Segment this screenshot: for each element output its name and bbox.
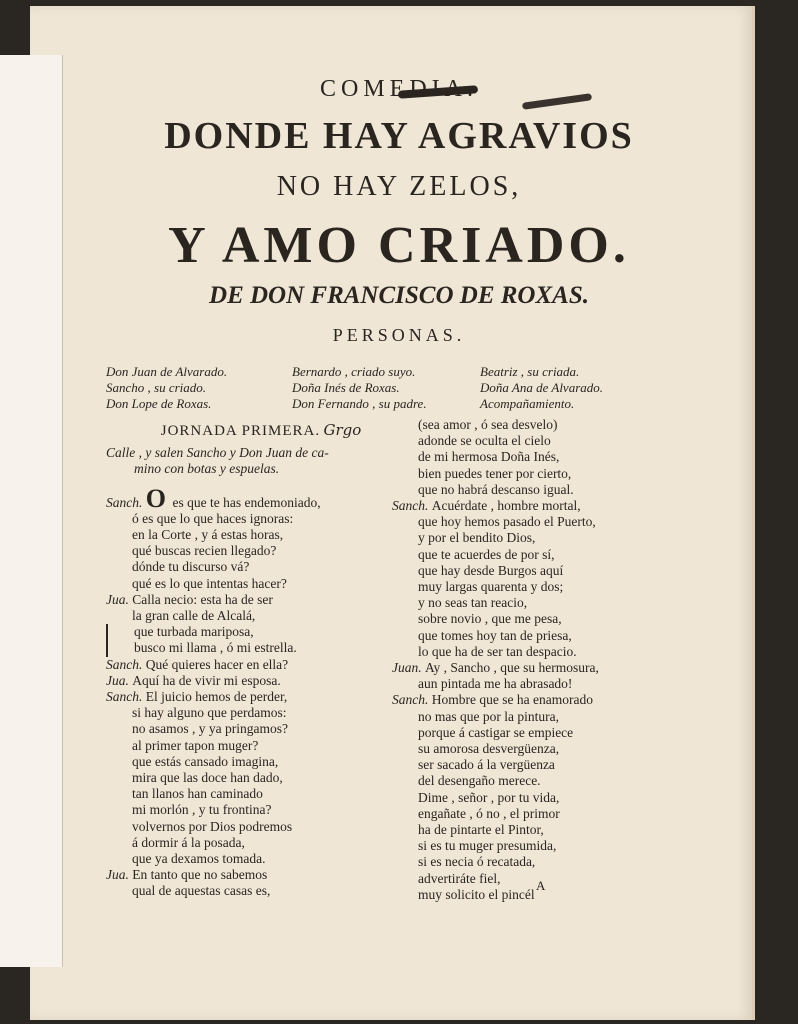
verse-line [106, 835, 386, 851]
verse-line [392, 692, 692, 708]
verse-text: mi morlón , y tu frontina? [132, 802, 272, 818]
verse-text: su amorosa desvergüenza, [418, 741, 560, 757]
verse-text: Aquí ha de vivir mi esposa. [132, 672, 281, 688]
verse-line [392, 628, 692, 644]
verse-text: que ya dexamos tomada. [132, 851, 266, 867]
verse-line [392, 417, 692, 433]
stage-direction: mino con botas y espuelas. [134, 461, 280, 477]
verse-text: Qué quieres hacer en ella? [145, 656, 289, 672]
verse-text: de mi hermosa Doña Inés, [418, 449, 560, 465]
verse-line [106, 819, 386, 835]
verse-text: Hombre que se ha enamorado [431, 692, 593, 708]
verse-text: bien puedes tener por cierto, [418, 465, 572, 481]
verse-line [106, 640, 386, 656]
verse-line [106, 786, 386, 802]
verse-line [106, 543, 386, 559]
verse-text: ha de pintarte el Pintor, [418, 822, 544, 838]
verse-text: aun pintada me ha abrasado! [418, 676, 573, 692]
cast-entry: Beatriz , su criada. [480, 364, 580, 379]
verse-text: al primer tapon muger? [132, 737, 259, 753]
title-line-3: Y AMO CRIADO. [168, 217, 630, 274]
speaker-label: Sanch. [106, 689, 146, 705]
speaker-label: Sanch. [392, 692, 432, 708]
verse-text: y por el bendito Dios, [418, 530, 536, 546]
verse-line [106, 559, 386, 575]
verse-line [392, 514, 692, 530]
verse-text: que turbada mariposa, [134, 624, 254, 640]
verse-line [106, 608, 386, 624]
verse-text: busco mi llama , ó mi estrella. [134, 640, 297, 656]
title-line-2: NO HAY ZELOS, [276, 171, 522, 202]
speaker-label: Juan. [392, 660, 425, 676]
verse-text: que no habrá descanso igual. [418, 481, 574, 497]
verse-line [392, 709, 692, 725]
cast-entry: Doña Inés de Roxas. [292, 380, 400, 395]
verse-line [392, 466, 692, 482]
verse-text: advertiráte fiel, [418, 870, 501, 886]
verse-line [392, 644, 692, 660]
verse-line [392, 433, 692, 449]
cast-entry: Don Juan de Alvarado. [106, 364, 228, 379]
cast-entry: Doña Ana de Alvarado. [480, 380, 604, 395]
verse-text: El juicio hemos de perder, [145, 689, 288, 705]
verse-line [392, 595, 692, 611]
verse-text: qual de aquestas casas es, [132, 883, 271, 899]
handwritten-note: Grgo [323, 421, 362, 439]
verse-line [392, 838, 692, 854]
text-column-left [106, 422, 386, 900]
verse-line [106, 689, 386, 705]
verse-line [106, 511, 386, 527]
verse-line [392, 498, 692, 514]
verse-line [392, 676, 692, 692]
verse-text: que hoy hemos pasado el Puerto, [418, 514, 596, 530]
verse-line [106, 851, 386, 867]
verse-line [106, 527, 386, 543]
verse-text: porque á castigar se empiece [418, 724, 574, 740]
verse-line [106, 673, 386, 689]
cast-entry: Sancho , su criado. [106, 380, 207, 395]
verse-text: no mas que por la pintura, [418, 708, 559, 724]
catchword: A [536, 878, 546, 893]
speaker-label: Sanch. [106, 494, 146, 510]
cast-entry: Don Lope de Roxas. [106, 396, 212, 411]
verse-text: lo que ha de ser tan despacio. [418, 643, 577, 659]
cast-column-1 [106, 364, 227, 412]
verse-text: si hay alguno que perdamos: [132, 705, 287, 721]
verse-text: adonde se oculta el cielo [418, 433, 551, 449]
verse-text: si es necia ó recatada, [418, 854, 536, 870]
verse-text: muy largas quarenta y dos; [418, 579, 564, 595]
cast-column-2 [292, 364, 427, 412]
text-column-right [392, 417, 692, 903]
verse-text: volvernos por Dios podremos [132, 818, 293, 834]
verse-text: del desengaño merece. [418, 773, 541, 789]
verse-line [106, 705, 386, 721]
initial-letter: O [145, 483, 173, 513]
title-line-1: DONDE HAY AGRAVIOS [164, 115, 634, 157]
verse-line [392, 611, 692, 627]
speaker-label: Jua. [106, 591, 133, 607]
verse-text: á dormir á la posada, [132, 834, 245, 850]
cast-entry: Don Fernando , su padre. [292, 396, 427, 411]
verse-text: no asamos , y ya pringamos? [132, 721, 288, 737]
verse-text: muy solicito el pincél [418, 886, 535, 902]
speaker-label: Jua. [106, 867, 133, 883]
verse-line [392, 822, 692, 838]
verse-line [392, 773, 692, 789]
verse-line [392, 530, 692, 546]
verse-text: qué es lo que intentas hacer? [132, 575, 287, 591]
verse-text: mira que las doce han dado, [132, 770, 283, 786]
jornada-heading [106, 422, 386, 439]
verse-line [392, 449, 692, 465]
verse-text: (sea amor , ó sea desvelo) [418, 417, 558, 432]
jornada-label: JORNADA PRIMERA. [160, 423, 321, 439]
verse-text: la gran calle de Alcalá, [132, 608, 256, 624]
personas-heading: PERSONAS. [332, 325, 466, 345]
speaker-label: Jua. [106, 672, 133, 688]
verse-line [392, 806, 692, 822]
verse-text: que te acuerdes de por sí, [418, 546, 555, 562]
verse-line [106, 592, 386, 608]
verse-line [106, 576, 386, 592]
verse-text: ó es que lo que haces ignoras: [132, 510, 294, 526]
verse-line [106, 738, 386, 754]
verse-line [392, 482, 692, 498]
verse-line [392, 725, 692, 741]
verse-line [106, 802, 386, 818]
speaker-label: Sanch. [106, 656, 146, 672]
verse-line [106, 624, 386, 640]
verse-line [106, 657, 386, 673]
verse-line [106, 721, 386, 737]
verse-line [392, 579, 692, 595]
verse-text: que estás cansado imagina, [132, 753, 279, 769]
verse-line [392, 854, 692, 870]
author-line: DE DON FRANCISCO DE ROXAS. [209, 282, 589, 309]
verse-line [392, 790, 692, 806]
verse-line [106, 483, 386, 513]
verse-text: sobre novio , que me pesa, [418, 611, 562, 627]
verse-text: es que te has endemoniado, [172, 494, 321, 510]
verse-text: dónde tu discurso vá? [132, 559, 250, 575]
cast-entry: Acompañamiento. [480, 396, 575, 411]
verse-text: Dime , señor , por tu vida, [418, 789, 560, 805]
verse-text: Calla necio: esta ha de ser [132, 591, 273, 607]
verse-text: qué buscas recien llegado? [132, 543, 277, 559]
verse-text: si es tu muger presumida, [418, 838, 557, 854]
verse-line [392, 757, 692, 773]
verse-text: que tomes hoy tan de priesa, [418, 627, 572, 643]
verse-line [392, 547, 692, 563]
verse-text: tan llanos han caminado [132, 786, 263, 802]
verse-text: Acuérdate , hombre mortal, [431, 498, 581, 514]
verse-line [392, 563, 692, 579]
speaker-label: Sanch. [392, 498, 432, 514]
stage-direction: Calle , y salen Sancho y Don Juan de ca- [106, 445, 329, 461]
title-comedia: COMEDIA. [320, 76, 478, 102]
verse-text: En tanto que no sabemos [132, 867, 268, 883]
verse-lines-right [392, 417, 692, 903]
verse-text: en la Corte , y á estas horas, [132, 527, 284, 543]
verse-line [106, 770, 386, 786]
verse-line [106, 883, 386, 899]
verse-text: que hay desde Burgos aquí [418, 562, 564, 578]
verse-text: engañate , ó no , el primor [418, 805, 560, 821]
verse-lines-left [106, 483, 386, 900]
verse-text: Ay , Sancho , que su hermosura, [425, 660, 599, 676]
verse-line [106, 867, 386, 883]
cast-column-3 [480, 364, 603, 412]
verse-line [106, 754, 386, 770]
verse-line [392, 660, 692, 676]
verse-line [392, 741, 692, 757]
verse-text: y no seas tan reacio, [418, 595, 528, 611]
cast-entry: Bernardo , criado suyo. [292, 364, 416, 379]
verse-text: ser sacado á la vergüenza [418, 757, 555, 773]
